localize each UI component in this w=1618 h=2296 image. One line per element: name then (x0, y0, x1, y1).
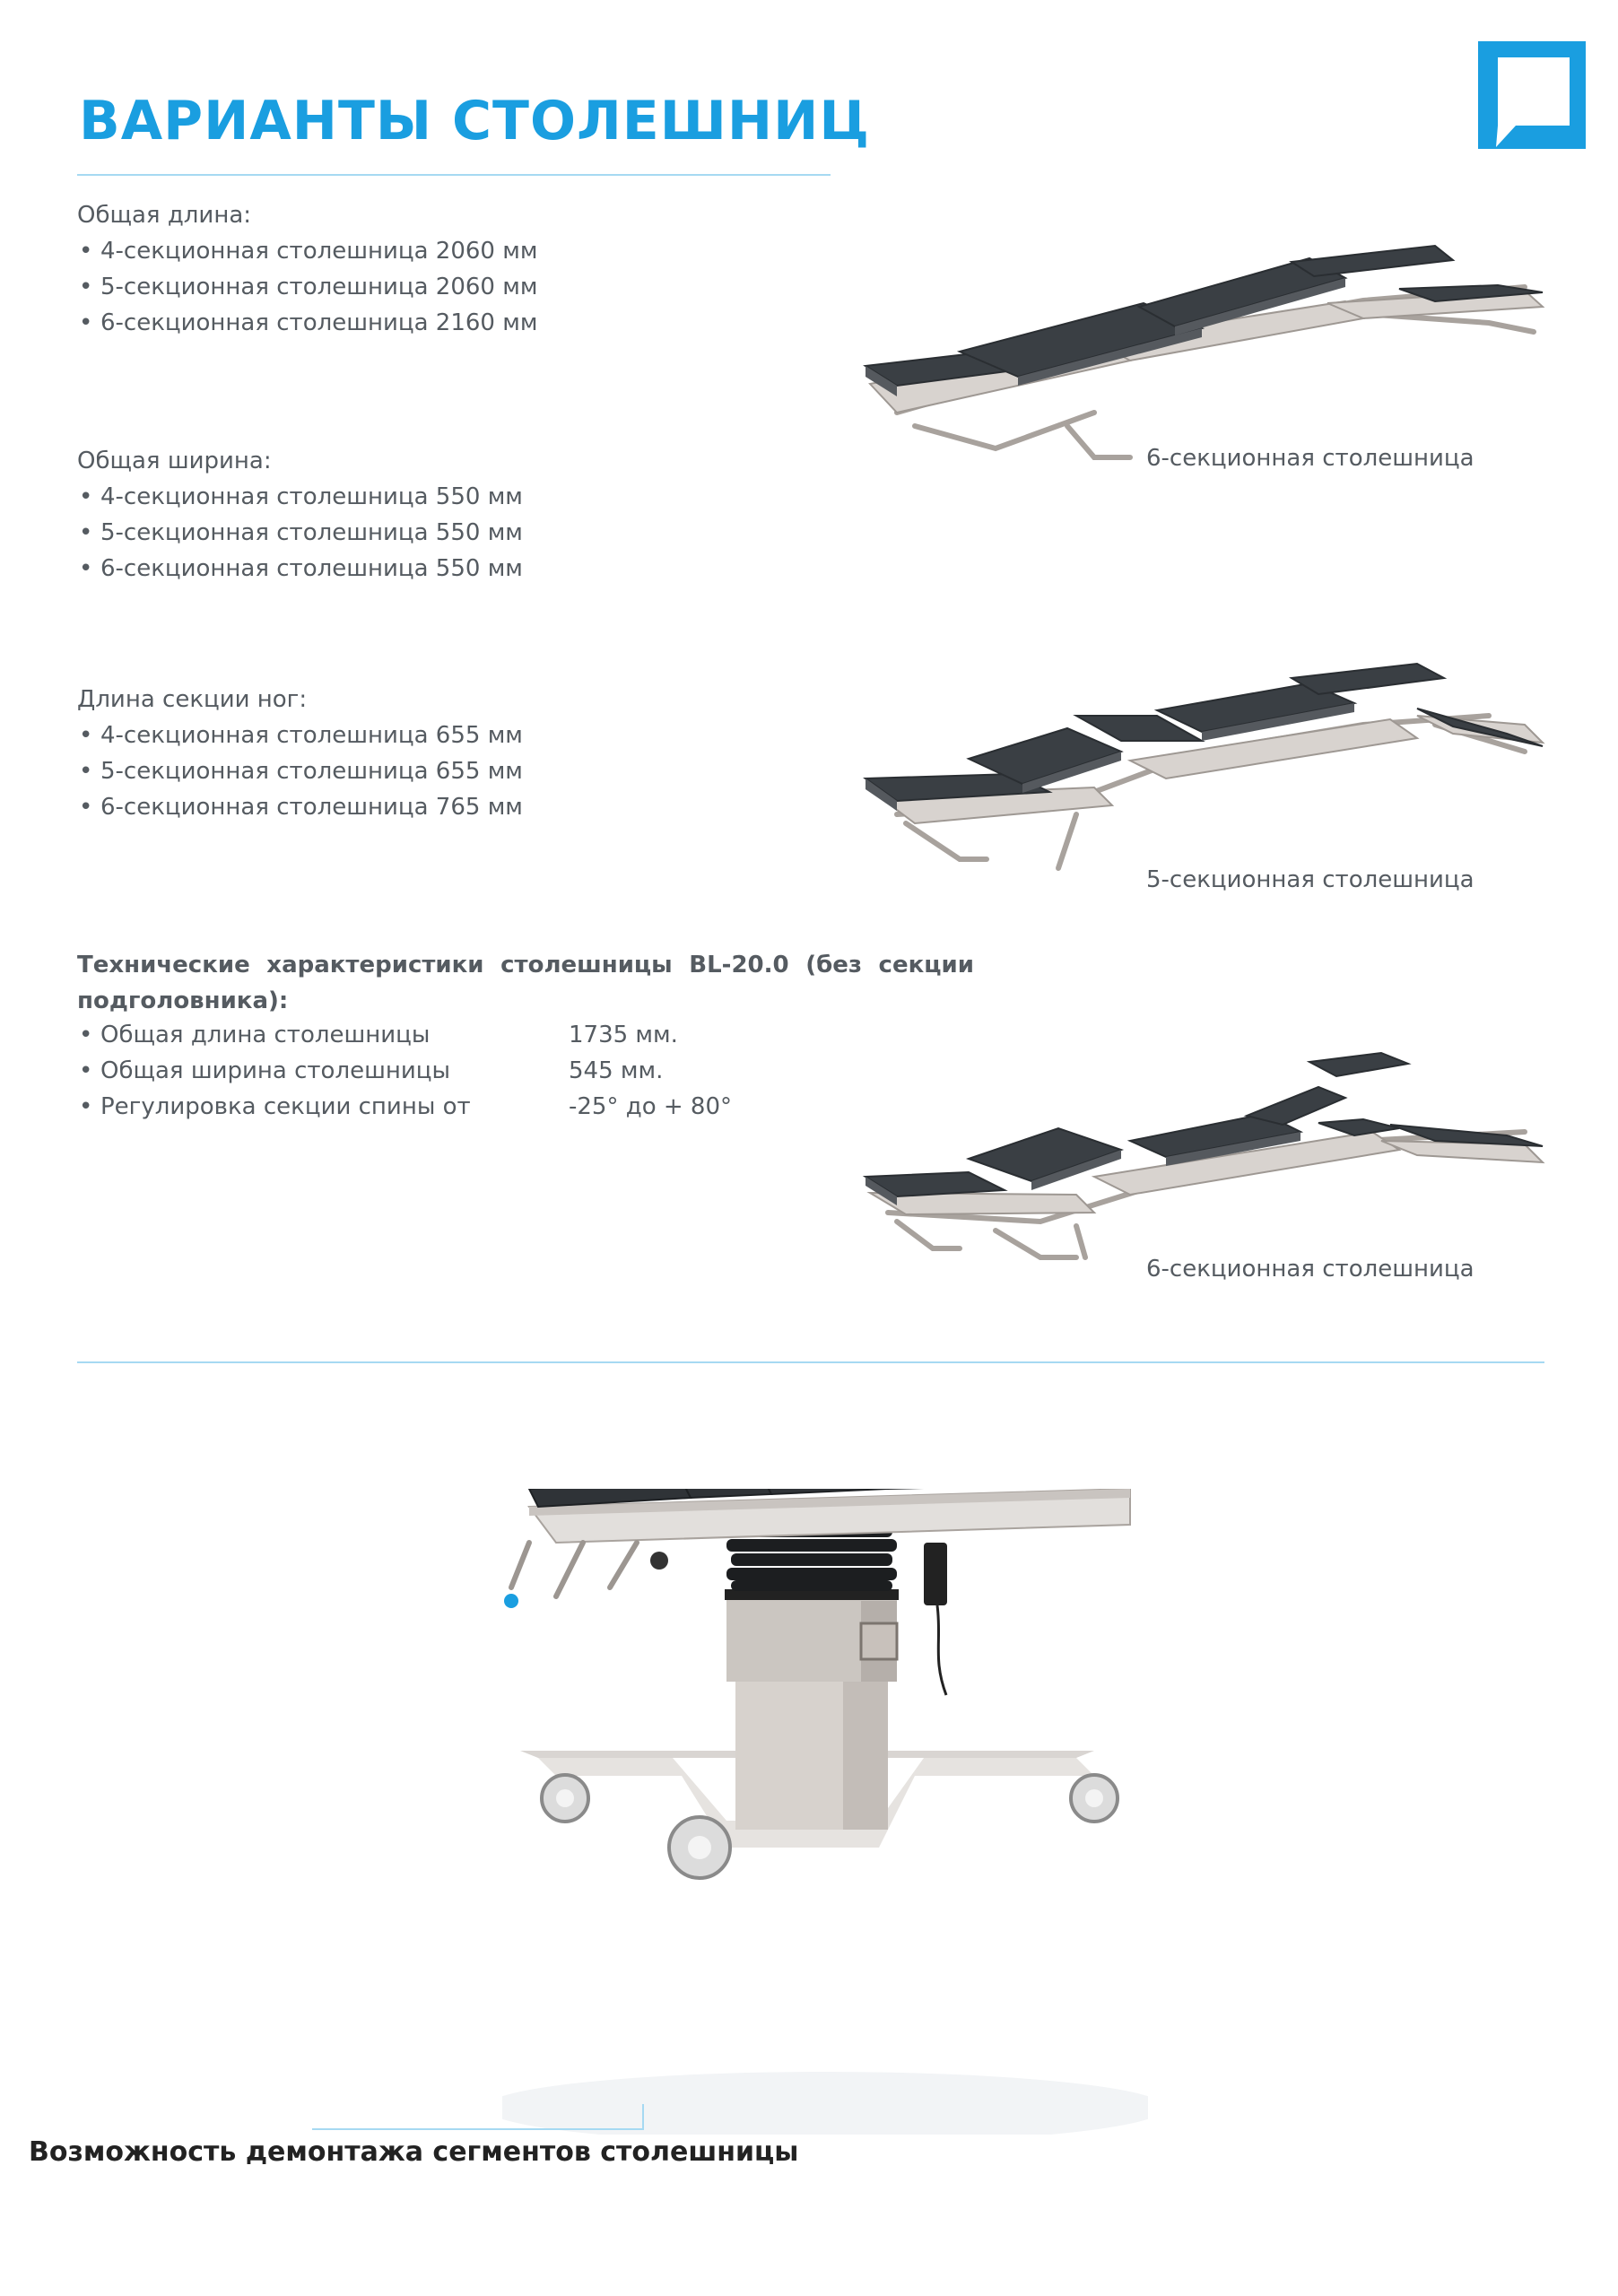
operating-table-6-section-icon (861, 233, 1561, 466)
tech-row (77, 1053, 884, 1089)
tech-row-label: Общая ширина столешницы (100, 1057, 450, 1084)
spec-item: • 4-секционная столешница 2060 мм (77, 233, 884, 269)
image-caption: 5-секционная столешница (1146, 866, 1474, 893)
title-divider (77, 174, 831, 176)
tech-heading-word: характеристики (266, 952, 484, 978)
spec-leg-section-length (77, 682, 884, 825)
spec-item: • 5-секционная столешница 655 мм (77, 753, 884, 789)
tech-heading-word: столешницы (500, 952, 673, 978)
tech-row-value: 1735 мм. (569, 1022, 678, 1048)
caption-divider-vertical (642, 2104, 644, 2130)
spec-item: • 6-секционная столешница 550 мм (77, 551, 884, 587)
section-divider (77, 1361, 1544, 1363)
tech-row-value: 545 мм. (569, 1057, 664, 1084)
spec-item: • 5-секционная столешница 550 мм (77, 515, 884, 551)
caption-divider-horizontal (312, 2128, 642, 2130)
spec-item: • 6-секционная столешница 2160 мм (77, 305, 884, 341)
operating-table-5-section-icon (861, 653, 1561, 886)
spec-item: • 4-секционная столешница 655 мм (77, 718, 884, 753)
bottom-caption: Возможность демонтажа сегментов столешницы (29, 2136, 799, 2168)
tech-row-value: -25° до + 80° (569, 1093, 733, 1120)
spec-total-length (77, 197, 884, 341)
spec-item: • 6-секционная столешница 765 мм (77, 789, 884, 825)
page-title: ВАРИАНТЫ СТОЛЕШНИЦ (79, 90, 870, 152)
spec-item: • 4-секционная столешница 550 мм (77, 479, 884, 515)
tech-heading-line2: подголовника): (77, 987, 289, 1014)
tech-spec-list (77, 1017, 884, 1125)
operating-table-6-section-alt-icon (861, 1042, 1561, 1275)
tech-row-label: Общая длина столешницы (100, 1022, 431, 1048)
spec-item: • 5-секционная столешница 2060 мм (77, 269, 884, 305)
tech-heading (77, 947, 974, 1019)
tech-row-label: Регулировка секции спины от (100, 1093, 471, 1120)
image-caption: 6-секционная столешница (1146, 445, 1474, 472)
tech-row (77, 1089, 884, 1125)
tech-heading-word: Технические (77, 952, 250, 978)
tech-heading-word: BL-20.0 (689, 952, 789, 978)
spec-total-width (77, 443, 884, 587)
image-caption: 6-секционная столешница (1146, 1256, 1474, 1283)
tech-heading-word: секции (878, 952, 974, 978)
brand-logo-icon (1478, 41, 1586, 149)
operating-table-full-icon (502, 1489, 1148, 2135)
tech-heading-word: (без (805, 952, 862, 978)
tech-row (77, 1017, 884, 1053)
spec-heading: Общая ширина: (77, 448, 272, 474)
spec-heading: Общая длина: (77, 202, 252, 229)
spec-heading: Длина секции ног: (77, 686, 308, 713)
